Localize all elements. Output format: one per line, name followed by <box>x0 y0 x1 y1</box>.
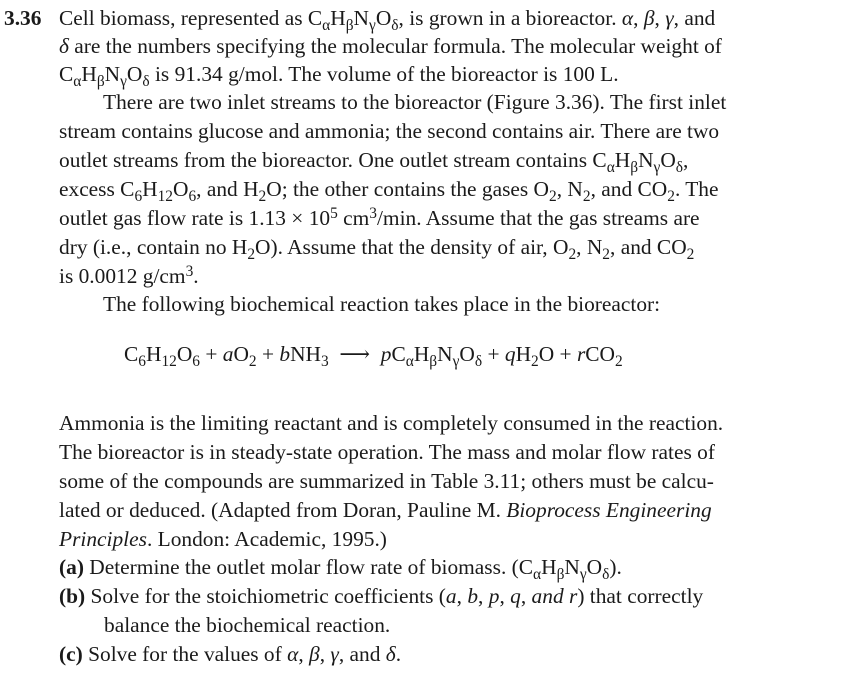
p2-line-4: excess $C_6H_{12}O_6$, and $H_2O$; the other contains the gases $O_2$, $N_2$, and $CO_2$. The <box>59 177 719 205</box>
problem-number: 3.36 <box>4 6 42 30</box>
p2-line-5: outlet gas flow rate is $1.13 \times 10^5$ $cm^3/\min$. Assume that the gas streams are <box>59 205 700 230</box>
reaction-equation: $C_6H_{12}O_6 + aO_2 + bNH_3$ ⟶ $pC_\alpha H_\beta N_\gamma O_\delta + qH_2O + rCO_2$ <box>124 342 623 370</box>
p4-line-5: Principles. London: Academic, 1995.) <box>59 527 387 551</box>
p2-line-1: There are two inlet streams to the bioreactor (Figure 3.36). The first inlet <box>103 90 727 114</box>
p1-line-1: 3.36 Cell biomass, represented as $C_\alpha H_\beta N_\gamma O_\delta$, is grown in a bioreactor. α, β, γ, and <box>4 6 716 34</box>
p2-line-2: stream contains glucose and ammonia; the second contains air. There are two <box>59 119 720 143</box>
p4-line-2: The bioreactor is in steady-state operation. The mass and molar flow rates of <box>59 440 715 464</box>
part-b: (b) Solve for the stoichiometric coefficients (a, b, p, q, and r) that correctly <box>59 584 704 608</box>
p4-line-3: some of the compounds are summarized in Table 3.11; others must be calcu- <box>59 469 714 493</box>
p3-line: The following biochemical reaction takes place in the bioreactor: <box>103 292 661 316</box>
p2-line-6: dry (i.e., contain no $H_2O$). Assume that the density of air, $O_2$, $N_2$, and $CO_2$ <box>59 235 695 263</box>
part-b-label: (b) <box>59 584 86 608</box>
part-b-line-2: balance the biochemical reaction. <box>104 613 391 637</box>
part-a-label: (a) <box>59 555 84 579</box>
part-c: (c) Solve for the values of α, β, γ, and δ. <box>59 642 402 666</box>
part-a: (a) Determine the outlet molar flow rate of biomass. $(C_\alpha H_\beta N_\gamma O_\delta)$. <box>59 555 622 583</box>
p4-line-4: lated or deduced. (Adapted from Doran, Pauline M. Bioprocess Engineering <box>59 498 712 522</box>
part-c-label: (c) <box>59 642 83 666</box>
p2-line-7: is 0.0012 $g/cm^3$. <box>59 263 199 288</box>
p4-line-1: Ammonia is the limiting reactant and is completely consumed in the reaction. <box>59 411 724 435</box>
p2-line-3: outlet streams from the bioreactor. One outlet stream contains $C_\alpha H_\beta N_\gamma O_\delta$, <box>59 148 689 176</box>
p1-line-2: δ are the numbers specifying the molecular formula. The molecular weight of <box>59 34 722 58</box>
p1-line-3: $C_\alpha H_\beta N_\gamma O_\delta$ is 91.34 g/mol. The volume of the bioreactor is 100 L. <box>59 62 619 90</box>
